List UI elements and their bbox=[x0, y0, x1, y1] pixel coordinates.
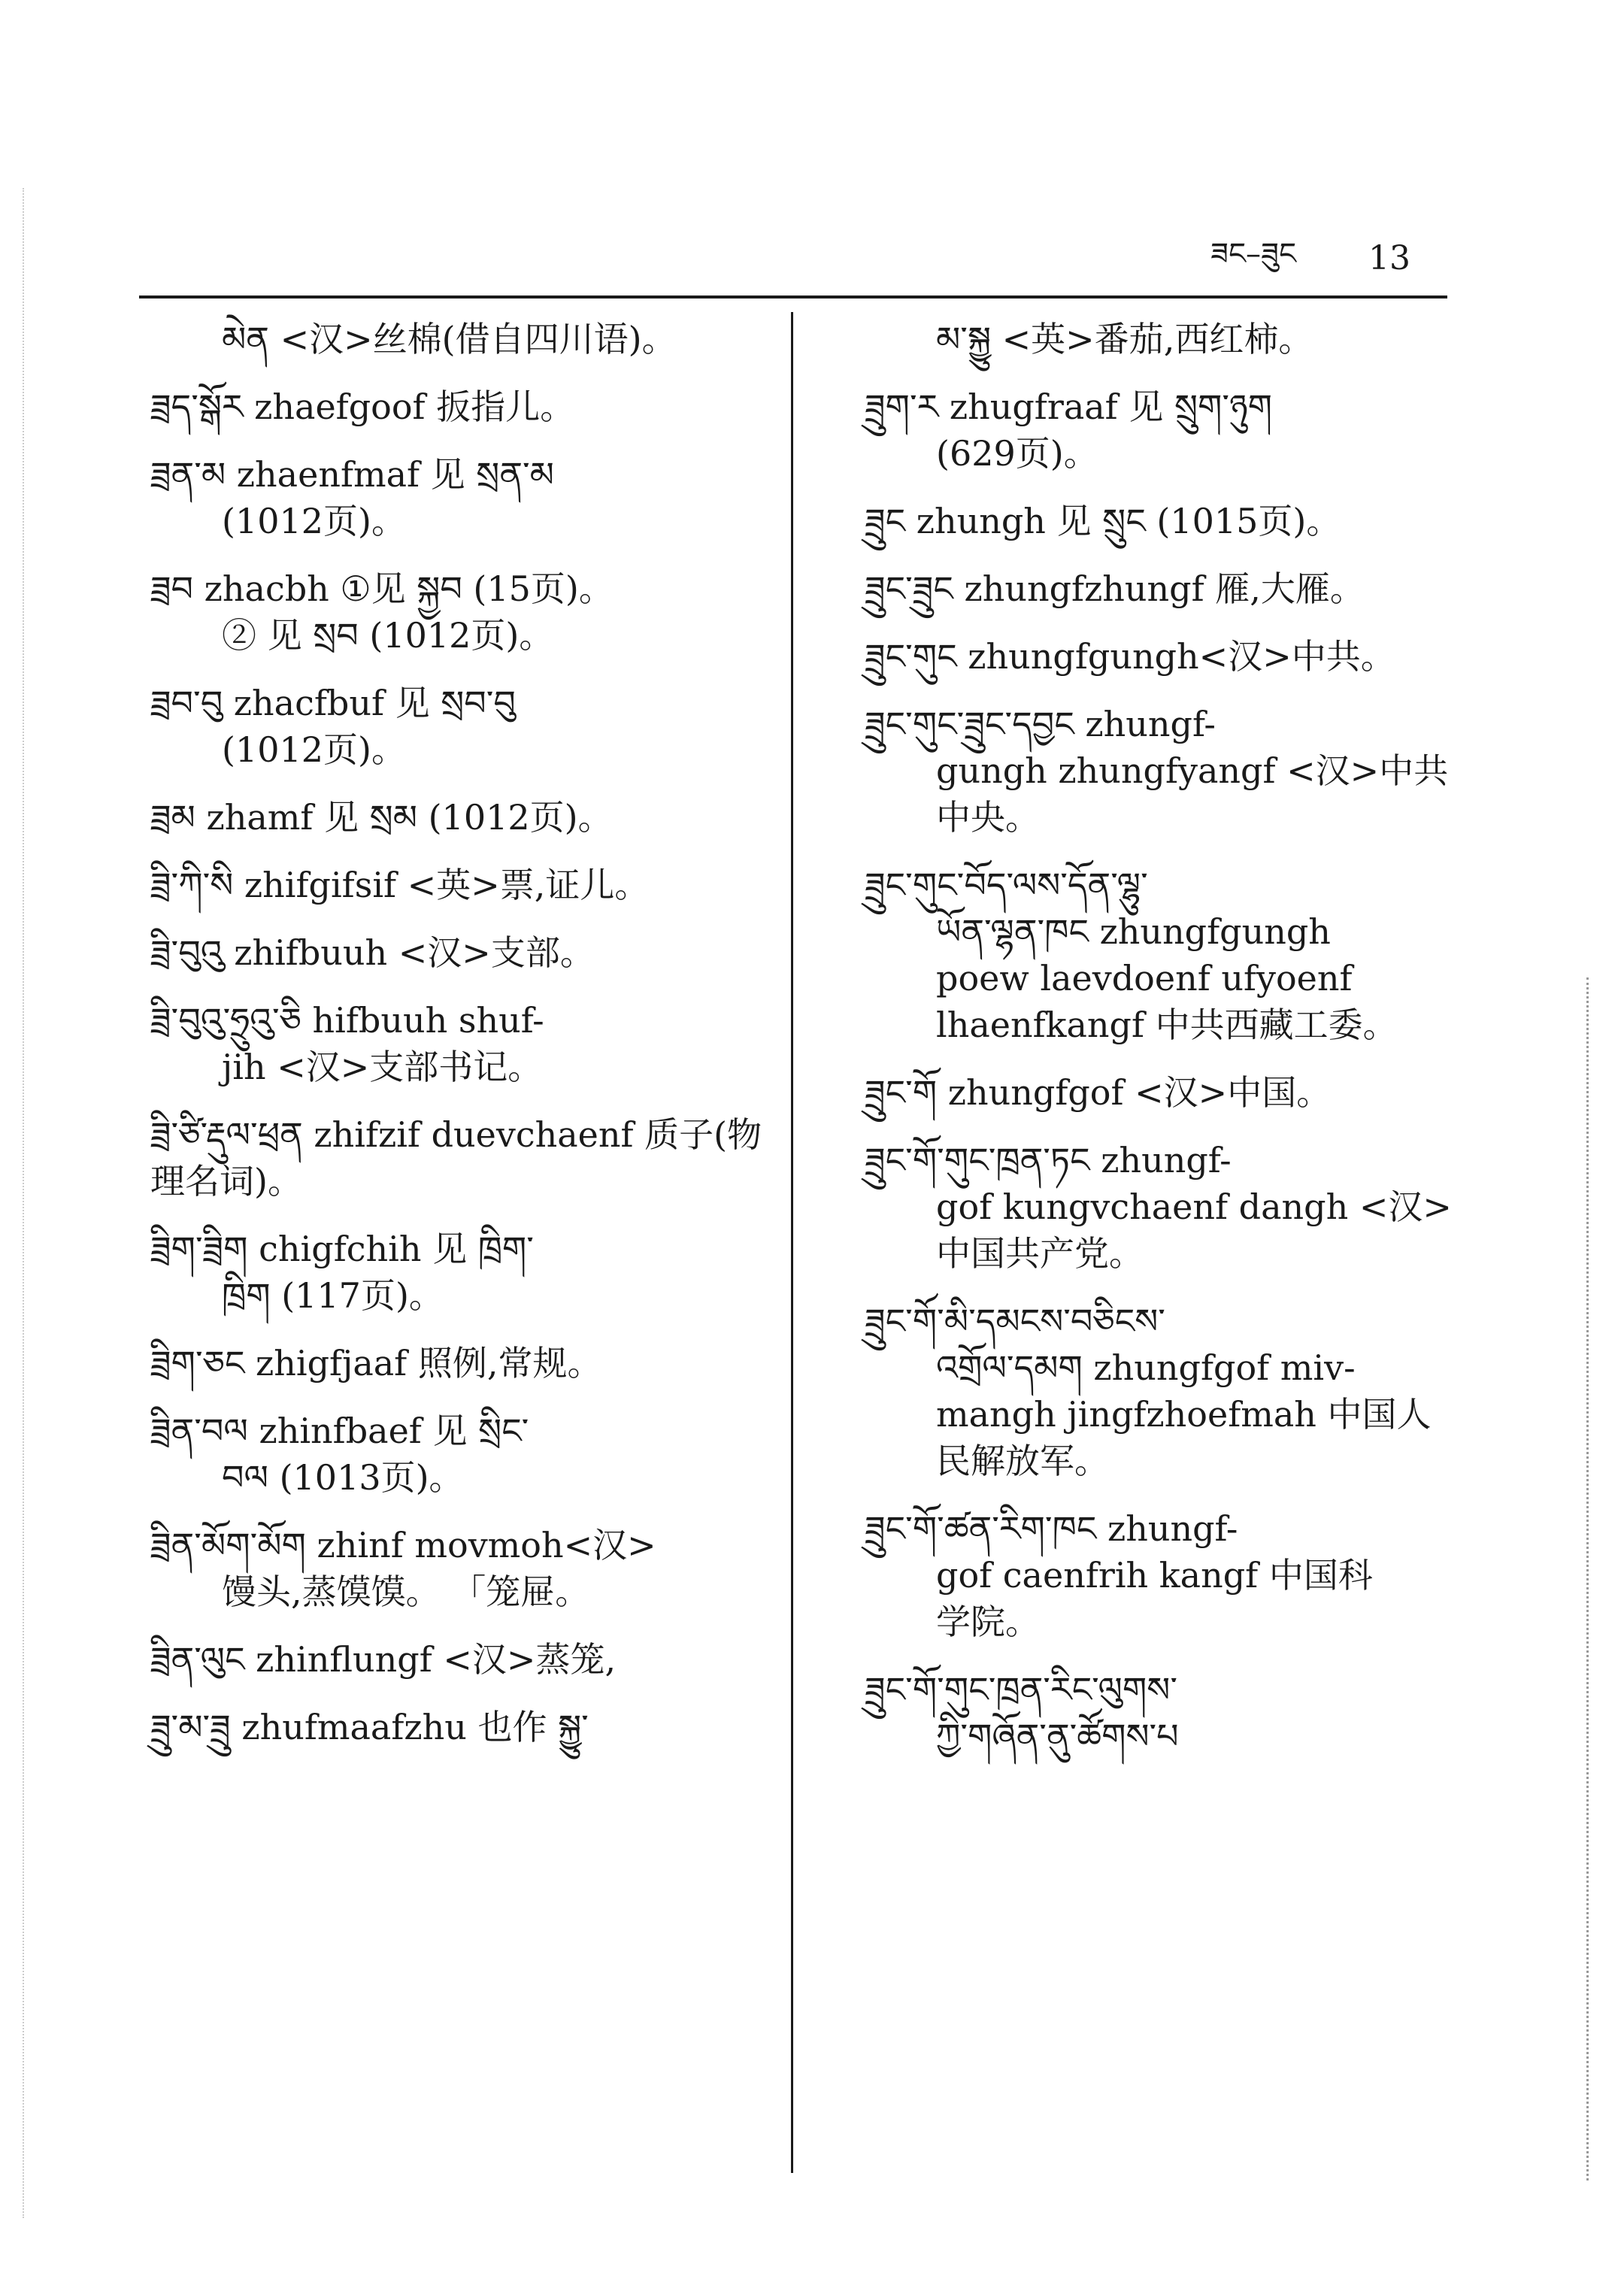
dictionary-entry bbox=[150, 929, 789, 976]
dictionary-entry bbox=[865, 862, 1466, 1048]
dictionary-entry bbox=[150, 862, 789, 908]
dictionary-entry bbox=[865, 565, 1466, 612]
dictionary-entry bbox=[865, 1505, 1466, 1645]
dictionary-entry bbox=[150, 1111, 789, 1205]
dictionary-entry bbox=[150, 997, 789, 1090]
dictionary-entry bbox=[150, 1408, 789, 1501]
entry-headline: ཟྲིག་ཅང zhigfjaaf 照例,常规。 bbox=[150, 1343, 602, 1383]
dictionary-entry bbox=[865, 316, 1466, 362]
header-rule bbox=[139, 295, 1447, 299]
entry-continuation: ཀྱི་གཞོན་ནུ་ཚོགས་པ bbox=[936, 1716, 1179, 1756]
entry-continuation: poew laevdoenf ufyoenf bbox=[936, 958, 1353, 999]
dictionary-entry bbox=[865, 1137, 1466, 1277]
dictionary-entry bbox=[865, 1298, 1466, 1484]
entry-continuation: jih <汉>支部书记。 bbox=[222, 1047, 543, 1087]
entry-headline: ཟྲུ་མ་ཟྲུ zhufmaafzhu 也作 སྐྱུ་ bbox=[150, 1707, 589, 1747]
dictionary-entry bbox=[150, 1522, 789, 1615]
entry-headline: ཟྲུང་གོ་ཚན་རིག་ཁང zhungf- bbox=[865, 1508, 1238, 1549]
entry-headline: ཟྲད་སྒོར zhaefgoof 扳指儿。 bbox=[150, 386, 575, 427]
entry-headline: ཟྲན་མ zhaenfmaf 见 སྲན་མ bbox=[150, 454, 554, 495]
scan-margin-right bbox=[1586, 977, 1592, 2180]
entry-continuation: 馒头,蒸馍馍。 「笼屉。 bbox=[222, 1571, 590, 1612]
entry-headline: ཟྲི་བུའུ zhifbuuh <汉>支部。 bbox=[150, 932, 595, 973]
entry-headline: ཟྲི་ཙི་རྡུལ་ཕྲན zhifzif duevchaenf 质子(物理名词)。 bbox=[150, 1114, 762, 1202]
entry-continuation: ཁྲིག (117页)。 bbox=[222, 1275, 444, 1316]
entry-continuation: gungh zhungfyangf <汉>中共 bbox=[936, 750, 1449, 791]
entry-continuation: gof caenfrih kangf 中国科 bbox=[936, 1555, 1373, 1596]
entry-headline: ཟྲབ zhacbh ①见 སྐྱབ (15页)。 bbox=[150, 568, 614, 609]
entry-headline: ཟྲུང zhungh 见 སྲུང (1015页)。 bbox=[865, 501, 1341, 541]
entry-continuation: ② 见 སྲབ (1012页)。 bbox=[222, 615, 554, 656]
entry-headline: ཟྲུང་ཟྲུང zhungfzhungf 雁,大雁。 bbox=[865, 568, 1365, 609]
entry-headline: ཟྲི་ཀི་སི zhifgifsif <英>票,证儿。 bbox=[150, 865, 650, 905]
entry-headline: ཟྲབ་བུ zhacfbuf 见 སྲབ་བུ bbox=[150, 683, 516, 723]
entry-continuation: 中国共产党。 bbox=[936, 1233, 1144, 1274]
dictionary-entry bbox=[865, 633, 1466, 680]
entry-continuation: lhaenfkangf 中共西藏工委。 bbox=[936, 1005, 1398, 1045]
header-tibetan-range: ཟང–ཟུང bbox=[1210, 237, 1297, 271]
dictionary-entry bbox=[150, 1704, 789, 1750]
entry-continuation: (629页)。 bbox=[936, 433, 1098, 474]
entry-continuation: (1012页)。 bbox=[222, 729, 406, 770]
entry-headline: ཟྲུང་གོ་མི་དམངས་བཅིངས་ bbox=[865, 1301, 1165, 1341]
dictionary-entry bbox=[865, 1069, 1466, 1116]
dictionary-entry bbox=[150, 383, 789, 430]
entry-headline: ཟྲི་བུའུ་ཧྲུའུ་ཅི hifbuuh shuf- bbox=[150, 1000, 544, 1041]
entry-headline: ཟྲུང་གོ་གུང་ཁྲན་རིང་ལུགས་ bbox=[865, 1669, 1177, 1710]
entry-headline: མེན <汉>丝棉(借自四川语)。 bbox=[222, 319, 677, 359]
column-divider bbox=[791, 312, 793, 2173]
dictionary-entry bbox=[150, 316, 789, 362]
entry-headline: ཟྲིག་ཟྲིག chigfchih 见 ཁྲིག་ bbox=[150, 1229, 534, 1269]
scan-margin-left bbox=[23, 188, 27, 2218]
entry-continuation: འགྲོལ་དམག zhungfgof miv- bbox=[936, 1347, 1356, 1388]
dictionary-entry bbox=[150, 794, 789, 841]
dictionary-entry bbox=[865, 1666, 1466, 1759]
dictionary-entry bbox=[865, 383, 1466, 477]
dictionary-entry bbox=[150, 1226, 789, 1319]
entry-headline: ཟྲུང་གུང་བོད་ལས་དོན་ལྷུ་ bbox=[865, 865, 1148, 905]
entry-headline: ཟྲུག་ར zhugfraaf 见 སྲུག་ཉུག bbox=[865, 386, 1273, 427]
entry-continuation: 中央。 bbox=[936, 797, 1040, 838]
entry-headline: ཟྲམ zhamf 见 སྲམ (1012页)。 bbox=[150, 797, 613, 838]
dictionary-entry bbox=[150, 565, 789, 659]
entry-headline: ཟྲུང་གུང zhungfgungh<汉>中共。 bbox=[865, 636, 1395, 677]
entry-continuation: 学院。 bbox=[936, 1602, 1040, 1642]
dictionary-entry bbox=[150, 451, 789, 544]
entry-continuation: ཡོན་ལྷན་ཁང zhungfgungh bbox=[936, 911, 1331, 952]
right-column bbox=[865, 316, 1466, 1780]
entry-headline: ཟྲིན་མོག་མོག zhinf movmoh<汉> bbox=[150, 1525, 656, 1565]
entry-headline: ཟྲུང་གོ zhungfgof <汉>中国。 bbox=[865, 1072, 1332, 1113]
dictionary-entry bbox=[150, 680, 789, 773]
dictionary-entry bbox=[865, 498, 1466, 544]
dictionary-entry bbox=[865, 701, 1466, 841]
entry-continuation: mangh jingfzhoefmah 中国人 bbox=[936, 1394, 1432, 1435]
entry-continuation: བལ (1013页)。 bbox=[222, 1457, 464, 1498]
entry-continuation: 民解放军。 bbox=[936, 1441, 1109, 1481]
entry-headline: ཟྲུང་གུང་ཟྲུང་དབྱང zhungf- bbox=[865, 704, 1216, 744]
entry-headline: ཟྲུང་གོ་གུང་ཁྲན་ཏང zhungf- bbox=[865, 1140, 1232, 1180]
entry-headline: ཟྲིན་ལུང zhinflungf <汉>蒸笼, bbox=[150, 1639, 617, 1680]
dictionary-entry bbox=[150, 1636, 789, 1683]
page-number: 13 bbox=[1368, 239, 1410, 277]
dictionary-entry bbox=[150, 1340, 789, 1386]
left-column bbox=[150, 316, 789, 1771]
entry-headline: ཟྲིན་བལ zhinfbaef 见 སྲིང་ bbox=[150, 1411, 529, 1451]
entry-continuation: (1012页)。 bbox=[222, 501, 406, 541]
entry-continuation: gof kungvchaenf dangh <汉> bbox=[936, 1186, 1452, 1227]
entry-headline: མ་སྐྱུ <英>番茄,西红柿。 bbox=[936, 319, 1313, 359]
